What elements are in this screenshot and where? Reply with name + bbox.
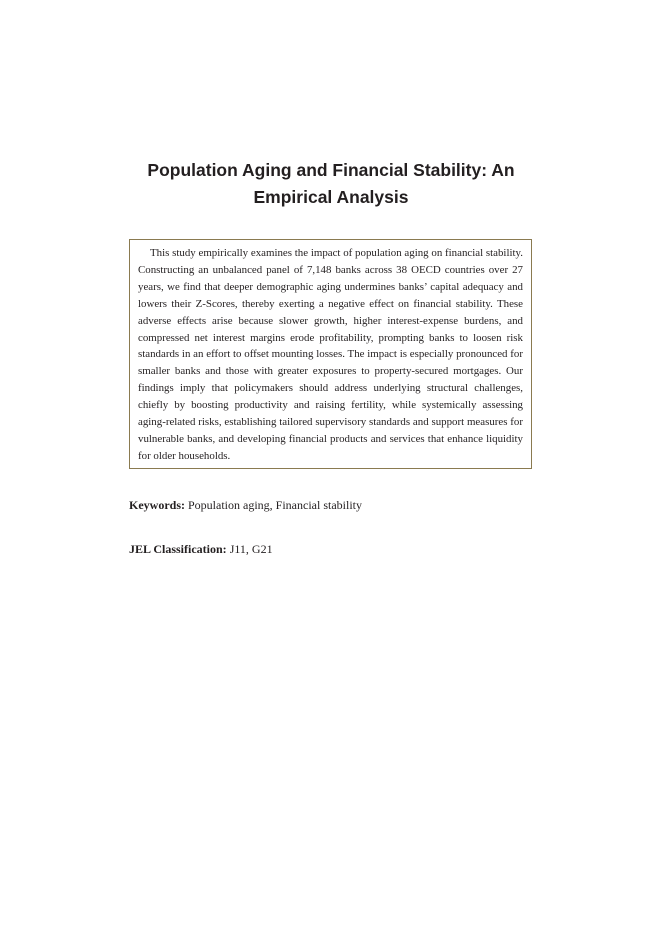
jel-classification-line bbox=[129, 541, 273, 557]
keywords-value: Population aging, Financial stability bbox=[188, 498, 362, 512]
abstract-box bbox=[129, 239, 532, 469]
keywords-label: Keywords: bbox=[129, 498, 185, 512]
jel-value: J11, G21 bbox=[229, 542, 273, 556]
jel-label: JEL Classification: bbox=[129, 542, 227, 556]
abstract-text: This study empirically examines the impact of population aging on financial stability. Constructing an unbalanced panel of 7,148 banks across 38 OECD countries over 27 years, we find that deeper demographic aging undermines banks’ capital adequacy and lowers their Z-Scores, thereby exerting a negative effect on financial stability. These adverse effects arise because slower growth, higher interest-expense burdens, and compressed net interest margins erode profitability, prompting banks to loosen risk standards in an effort to offset mounting losses. The impact is especially pronounced for smaller banks and those with greater exposures to property-secured mortgages. Our findings imply that policymakers should address underlying structural challenges, chiefly by boosting productivity and raising fertility, while systemically assessing aging-related risks, establishing tailored supervisory standards and support measures for vulnerable banks, and developing financial products and services that enhance liquidity for older households. bbox=[138, 247, 523, 462]
keywords-line bbox=[129, 497, 362, 513]
paper-title: Population Aging and Financial Stability: An Empirical Analysis bbox=[147, 160, 515, 207]
